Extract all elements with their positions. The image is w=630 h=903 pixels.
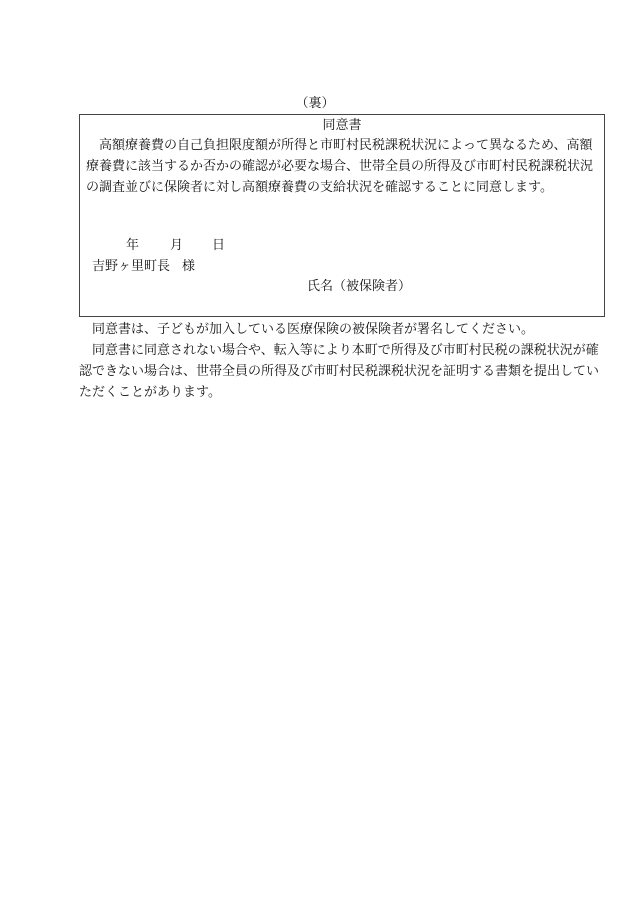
addressee-name: 吉野ヶ里町長 bbox=[92, 259, 171, 274]
date-year-label: 年 bbox=[126, 238, 140, 253]
date-month-label: 月 bbox=[170, 238, 184, 253]
addressee bbox=[92, 258, 195, 276]
note-nonconsent: 同意書に同意されない場合や、転入等により本町で所得及び市町村民税の課税状況が確認できない場合は、世帯全員の所得及び市町村民税課税状況を証明する書類を提出していただくことがあります。 bbox=[79, 343, 600, 400]
consent-title: 同意書 bbox=[322, 118, 362, 133]
note-signature: 同意書は、子どもが加入している医療保険の被保険者が署名してください。 bbox=[92, 322, 535, 337]
page-label: （裏） bbox=[295, 96, 335, 111]
signer-label: 氏名（被保険者） bbox=[307, 279, 412, 294]
consent-body: 高額療養費の自己負担限度額が所得と市町村民税課税状況によって異なるため、高額療養費に該当するか否かの確認が必要な場合、世帯全員の所得及び市町村民税課税状況の調査並びに保険者に対し高額療養費の支給状況を確認することに同意します。 bbox=[86, 138, 594, 195]
date-line bbox=[80, 237, 280, 255]
date-day-label: 日 bbox=[212, 238, 226, 253]
consent-box bbox=[79, 114, 605, 317]
addressee-honorific: 様 bbox=[182, 259, 196, 274]
notes bbox=[79, 319, 599, 403]
